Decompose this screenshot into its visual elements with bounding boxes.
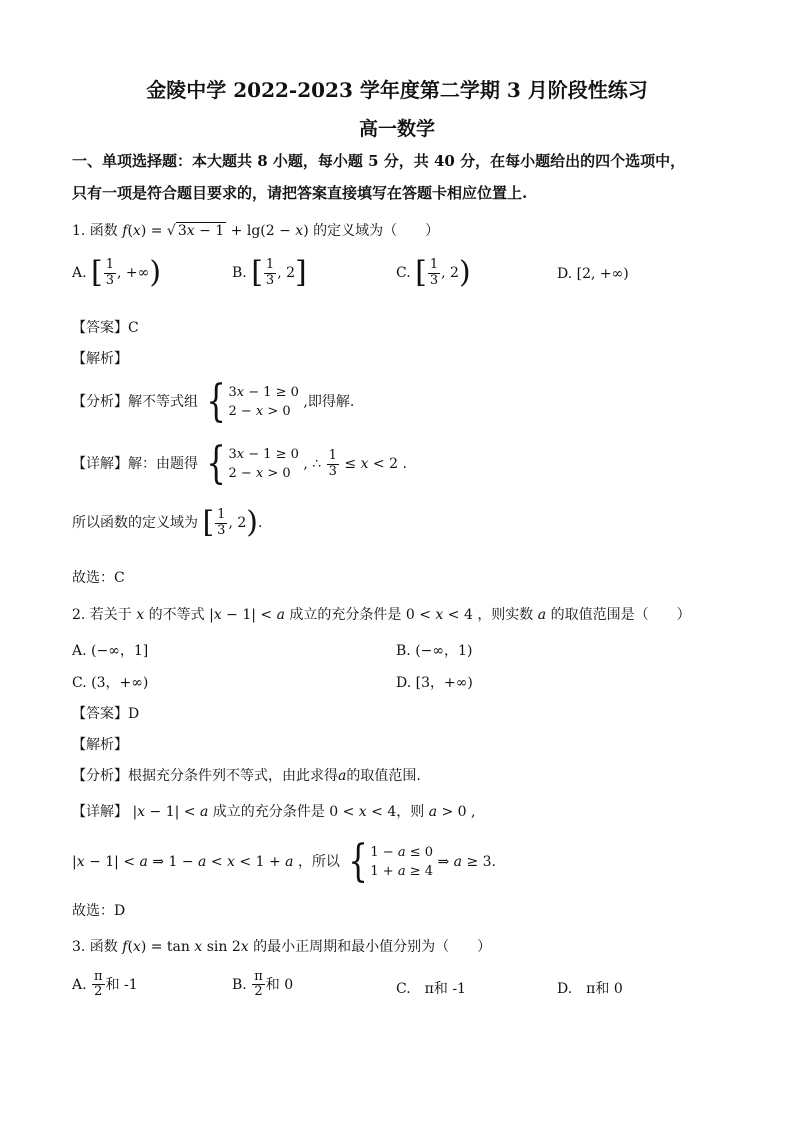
page-subtitle: 高一数学 xyxy=(358,118,435,140)
q2-option-d: D. [3，+∞) xyxy=(396,675,473,691)
q1-formula: f xyxy=(122,223,128,239)
q3-option-b: B. $\frac{\pi}{2}$ 和 0 xyxy=(232,969,294,1000)
q3-option-a: A. $\frac{\pi}{2}$ 和 -1 xyxy=(72,969,138,1000)
page-title: 金陵中学 2022-2023 学年度第二学期 3 月阶段性练习 xyxy=(146,78,648,102)
q2-fenxi: 【分析】根据充分条件列不等式，由此求得a的取值范围. xyxy=(72,768,421,784)
q1-xiangjie: 【详解】解：由题得 { 3x − 1 ≥ 0 2 − x > 0 , ∴ $\frac{1}{3}$ ≤ x < 2 . xyxy=(72,438,407,489)
q3-option-c: C. π和 -1 xyxy=(396,981,466,997)
q1-choice: 故选：C xyxy=(72,570,125,586)
question-2-stem: 2. 若关于 x 的不等式 |x − 1| < a 成立的充分条件是 0 < x < 4 ，则实数 a 的取值范围是（ ） xyxy=(72,607,691,623)
q2-choice: 故选：D xyxy=(72,903,126,919)
section-heading-line1: 一、单项选择题：本大题共 8 小题，每小题 5 分，共 40 分，在每小题给出的四个选项中， xyxy=(72,152,686,170)
q2-option-b: B. (−∞，1) xyxy=(396,643,473,659)
q3-option-d: D. π和 0 xyxy=(557,981,623,997)
q2-derivation: |x − 1| < a ⇒ 1 − a < x < 1 + a ，所以 { 1 − a ≤ 0 1 + a ≥ 4 ⇒ a ≥ 3. xyxy=(72,836,497,887)
q1-option-d: D. [2, +∞) xyxy=(557,266,629,282)
q2-analysis-tag: 【解析】 xyxy=(72,737,128,753)
q1-stem-suffix: 的定义域为（ ） xyxy=(313,223,440,239)
section-heading-line2: 只有一项是符合题目要求的，请把答案直接填写在答题卡相应位置上. xyxy=(72,184,528,202)
q2-xiangjie: 【详解】 |x − 1| < a 成立的充分条件是 0 < x < 4，则 a > 0 , xyxy=(72,804,476,820)
q1-option-a: A. [ $\frac{1}{3}$ , +∞) xyxy=(72,255,162,290)
q1-option-c: C. [ $\frac{1}{3}$ , 2) xyxy=(396,255,471,290)
q1-answer: 【答案】C xyxy=(72,320,139,336)
q2-option-c: C. (3，+∞) xyxy=(72,675,149,691)
q1-fenxi: 【分析】解不等式组 { 3x − 1 ≥ 0 2 − x > 0 ,即得解. xyxy=(72,376,355,427)
q1-domain: 所以函数的定义域为 [ $\frac{1}{3}$ , 2). xyxy=(72,505,263,540)
q1-stem-prefix: 1. 函数 xyxy=(72,223,118,239)
q2-answer: 【答案】D xyxy=(72,706,140,722)
question-3-stem: 3. 函数 f(x) = tan x sin 2x 的最小正周期和最小值分别为（ ） xyxy=(72,939,492,955)
q1-option-b: B. [ $\frac{1}{3}$ , 2] xyxy=(232,255,307,290)
q1-analysis-tag: 【解析】 xyxy=(72,351,128,367)
question-1-stem: 1. 函数 f(x) = √ 3x − 1 + lg(2 − x) 的定义域为（ ） xyxy=(72,223,440,239)
q2-option-a: A. (−∞，1] xyxy=(72,643,149,659)
